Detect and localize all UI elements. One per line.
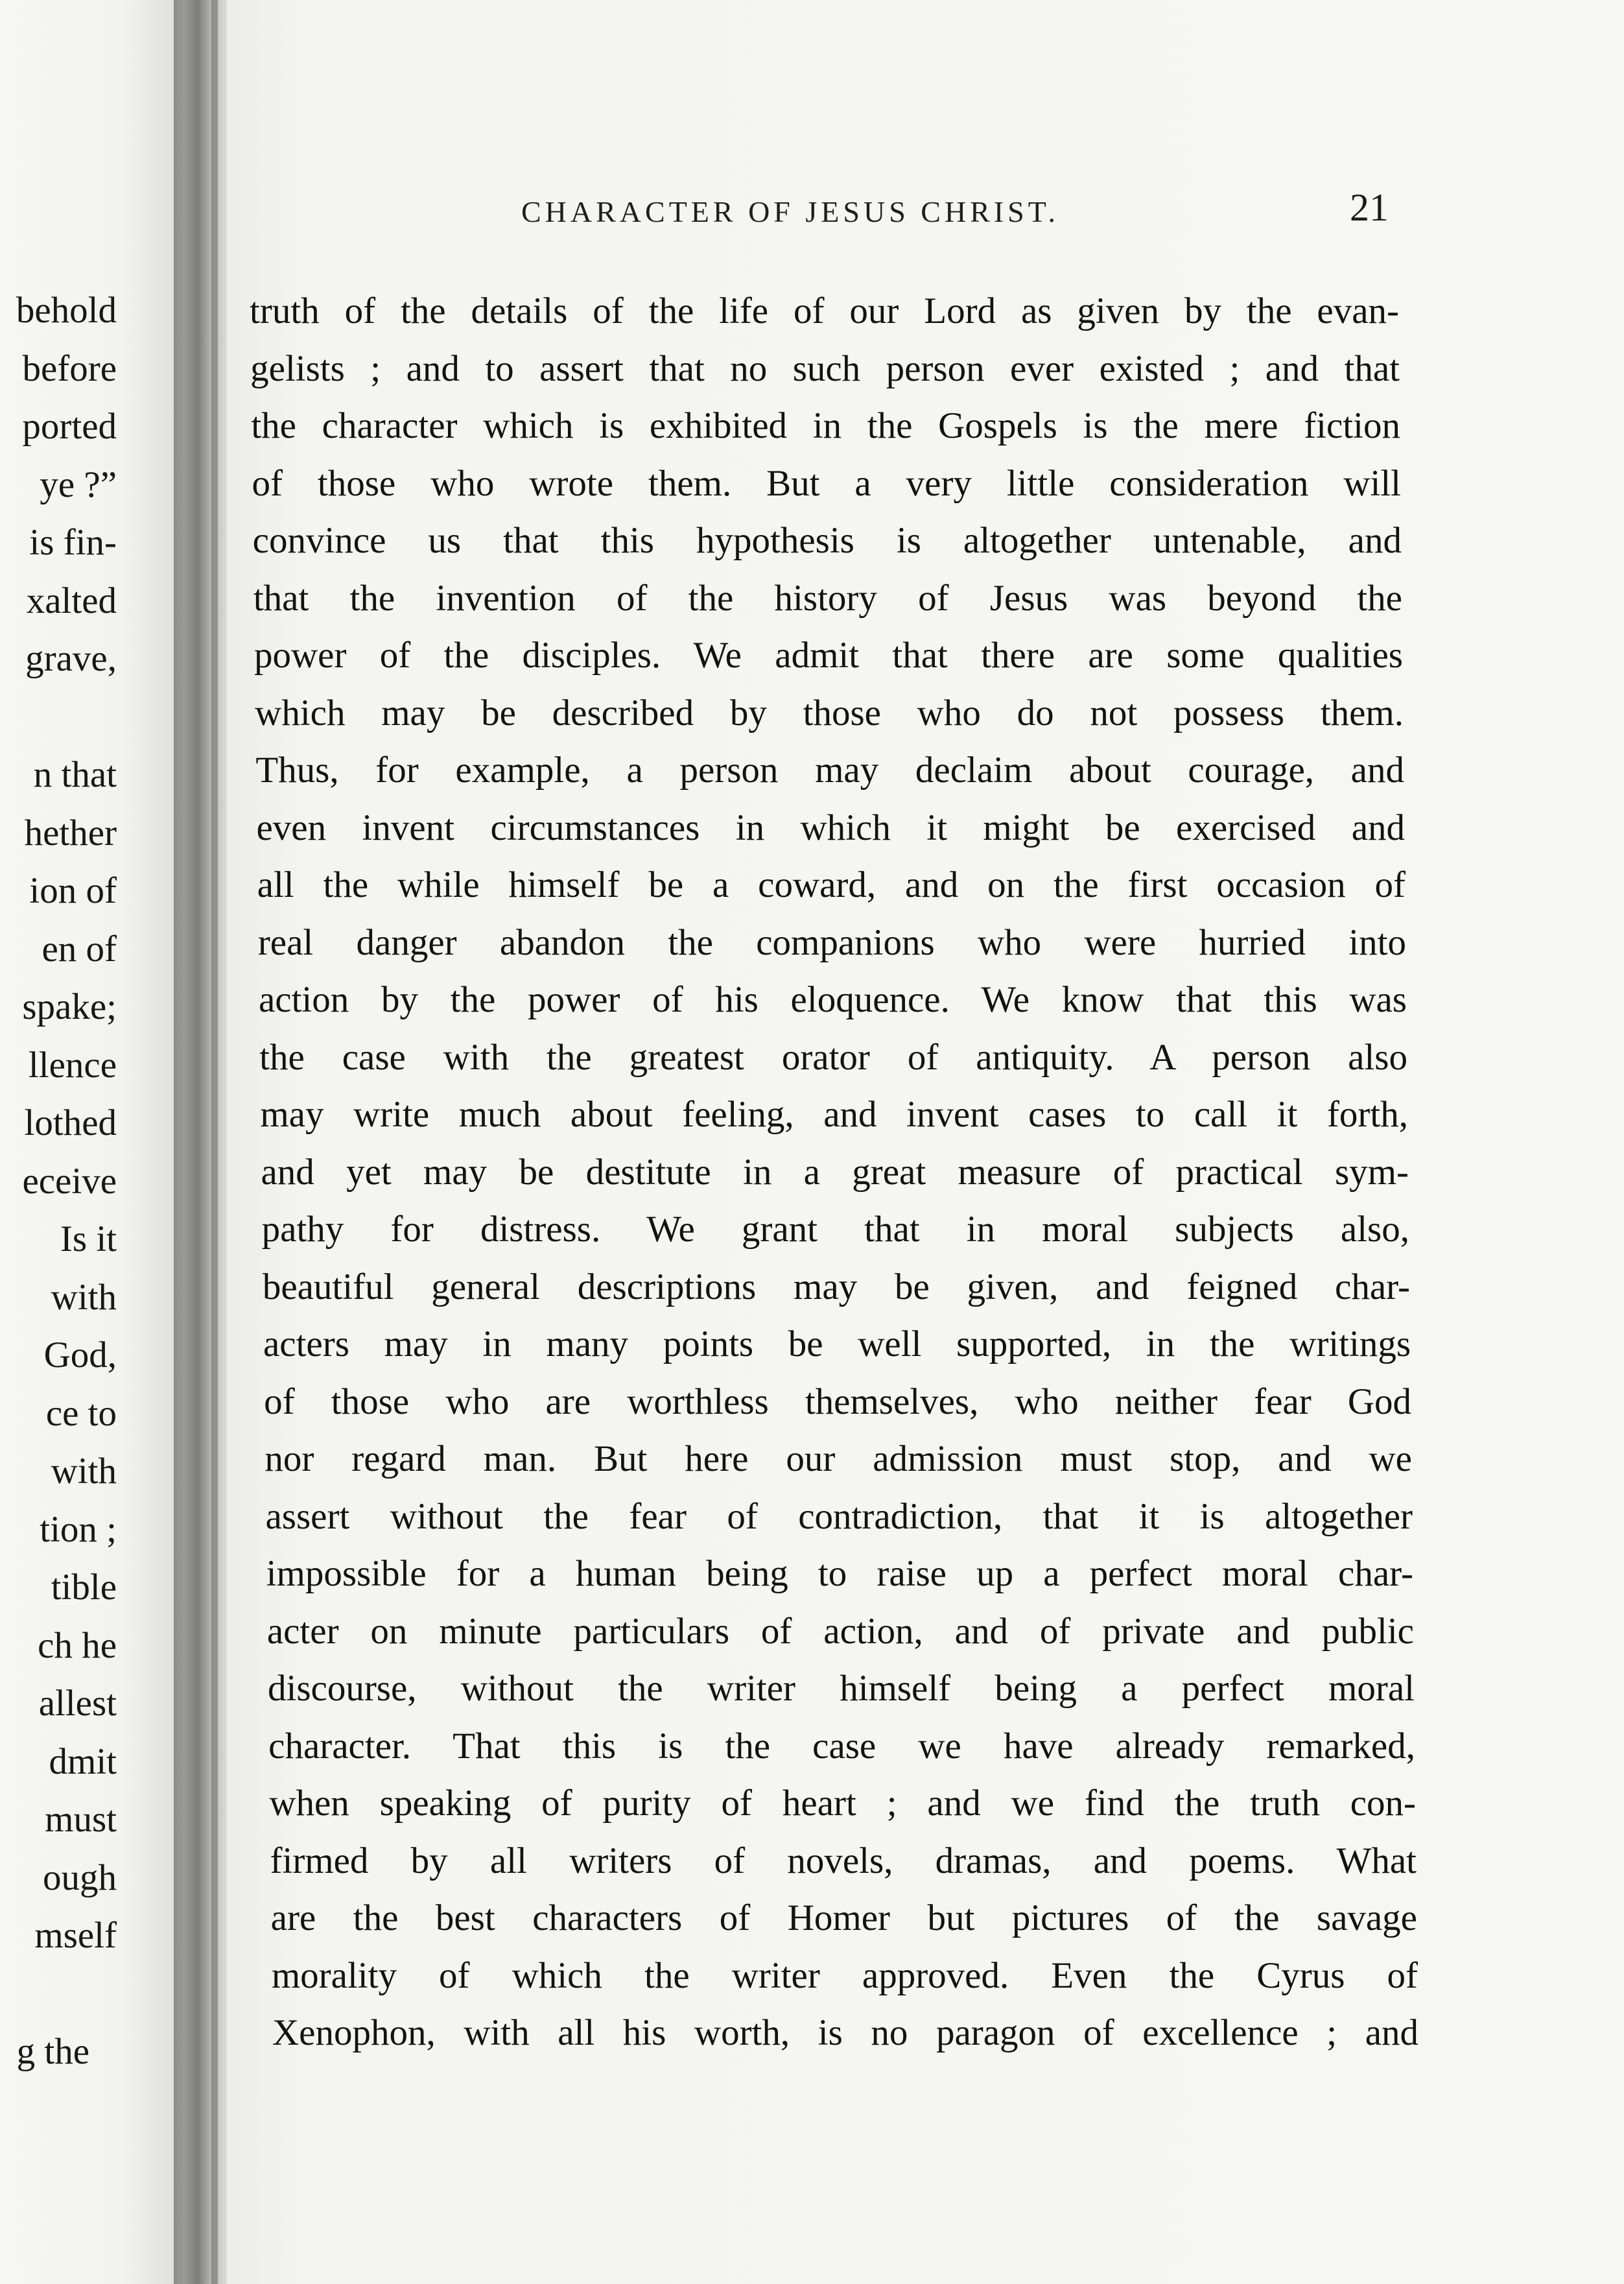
body-line: assert without the fear of contradiction, that it is altogether bbox=[265, 1495, 1413, 1537]
left-page-line: dmit bbox=[49, 1741, 117, 1782]
left-page-line: with bbox=[51, 1276, 117, 1318]
left-page-line: llence bbox=[28, 1044, 117, 1086]
body-line: that the invention of the history of Jesus was beyond the bbox=[253, 577, 1402, 619]
left-page-line: mself bbox=[34, 1915, 117, 1956]
body-line: discourse, without the writer himself being a perfect moral bbox=[268, 1668, 1415, 1709]
body-line: morality of which the writer approved. Even the Cyrus of bbox=[271, 1955, 1418, 1996]
left-page-line: God, bbox=[43, 1335, 117, 1375]
left-page-line: Is it bbox=[60, 1219, 117, 1259]
left-page-line: tion ; bbox=[40, 1508, 117, 1550]
body-line: even invent circumstances in which it might be exercised and bbox=[256, 807, 1405, 848]
body-line: character. That this is the case we have already remarked, bbox=[268, 1725, 1415, 1767]
left-facing-page bbox=[0, 0, 174, 2284]
left-page-line: allest bbox=[38, 1683, 117, 1724]
body-line: impossible for a human being to raise up a perfect moral char- bbox=[266, 1553, 1413, 1594]
body-line: acter on minute particulars of action, and of private and public bbox=[266, 1610, 1414, 1652]
left-page-line: xalted bbox=[26, 580, 117, 621]
body-line: truth of the details of the life of our Lord as given by the evan- bbox=[250, 291, 1399, 331]
left-page-line: before bbox=[22, 348, 117, 389]
running-head: CHARACTER OF JESUS CHRIST. bbox=[521, 195, 1059, 228]
left-page-line: lothed bbox=[24, 1102, 117, 1143]
body-line: beautiful general descriptions may be given, and feigned char- bbox=[262, 1266, 1410, 1307]
left-page-line: ported bbox=[22, 406, 117, 447]
left-page-line: tible bbox=[51, 1567, 117, 1608]
book-gutter bbox=[174, 0, 227, 2284]
body-line: when speaking of purity of heart ; and we find the truth con- bbox=[269, 1783, 1416, 1824]
left-page-line: is fin- bbox=[29, 522, 117, 563]
body-line: which may be described by those who do not possess them. bbox=[255, 692, 1404, 733]
right-page bbox=[227, 0, 1624, 2284]
left-page-line: g the bbox=[16, 2031, 89, 2072]
body-line: all the while himself be a coward, and on the first occasion of bbox=[257, 864, 1406, 905]
body-line: power of the disciples. We admit that there are some qualities bbox=[254, 635, 1403, 676]
left-page-line: must bbox=[45, 1799, 117, 1840]
body-line: acters may in many points be well supported, in the writings bbox=[263, 1324, 1411, 1364]
left-page-line: ye ?” bbox=[40, 464, 117, 505]
gutter-shadow bbox=[211, 0, 218, 2284]
left-page-line: n that bbox=[33, 754, 117, 795]
body-line: nor regard man. But here our admission must stop, and we bbox=[265, 1438, 1412, 1479]
body-line: gelists ; and to assert that no such person ever existed ; and that bbox=[250, 348, 1400, 389]
body-line: real danger abandon the companions who were hurried into bbox=[257, 922, 1406, 963]
left-page-line: behold bbox=[16, 290, 117, 331]
left-page-line: with bbox=[51, 1451, 117, 1492]
body-line: the case with the greatest orator of antiquity. A person also bbox=[259, 1036, 1407, 1078]
left-page-line: spake; bbox=[22, 986, 117, 1027]
page-number: 21 bbox=[1350, 186, 1389, 229]
left-page-line: ch he bbox=[38, 1624, 117, 1666]
body-line: firmed by all writers of novels, dramas, and poems. What bbox=[270, 1840, 1417, 1881]
body-line: of those who wrote them. But a very little consideration will bbox=[252, 462, 1401, 504]
left-page-line: eceive bbox=[22, 1160, 117, 1202]
body-line: action by the power of his eloquence. We know that this was bbox=[259, 979, 1407, 1020]
body-line: Thus, for example, a person may declaim about courage, and bbox=[255, 750, 1404, 791]
body-line: convince us that this hypothesis is altogether untenable, and bbox=[252, 520, 1402, 561]
left-page-line: hether bbox=[24, 812, 117, 853]
left-page-line: ion of bbox=[29, 870, 117, 911]
body-line: of those who are worthless themselves, who neither fear God bbox=[264, 1381, 1411, 1422]
body-line: pathy for distress. We grant that in moral subjects also, bbox=[261, 1209, 1409, 1250]
body-line: may write much about feeling, and invent cases to call it forth, bbox=[260, 1094, 1408, 1135]
body-line: Xenophon, with all his worth, is no paragon of excellence ; and bbox=[272, 2012, 1418, 2053]
body-line: and yet may be destitute in a great measure of practical sym- bbox=[261, 1151, 1409, 1193]
left-page-line: en of bbox=[41, 928, 117, 970]
body-line: the character which is exhibited in the Gospels is the mere fiction bbox=[251, 405, 1400, 446]
left-page-line: ce to bbox=[45, 1392, 117, 1434]
left-page-line: grave, bbox=[25, 638, 117, 679]
body-line: are the best characters of Homer but pictures of the savage bbox=[270, 1897, 1417, 1938]
left-page-line: ough bbox=[43, 1857, 117, 1898]
